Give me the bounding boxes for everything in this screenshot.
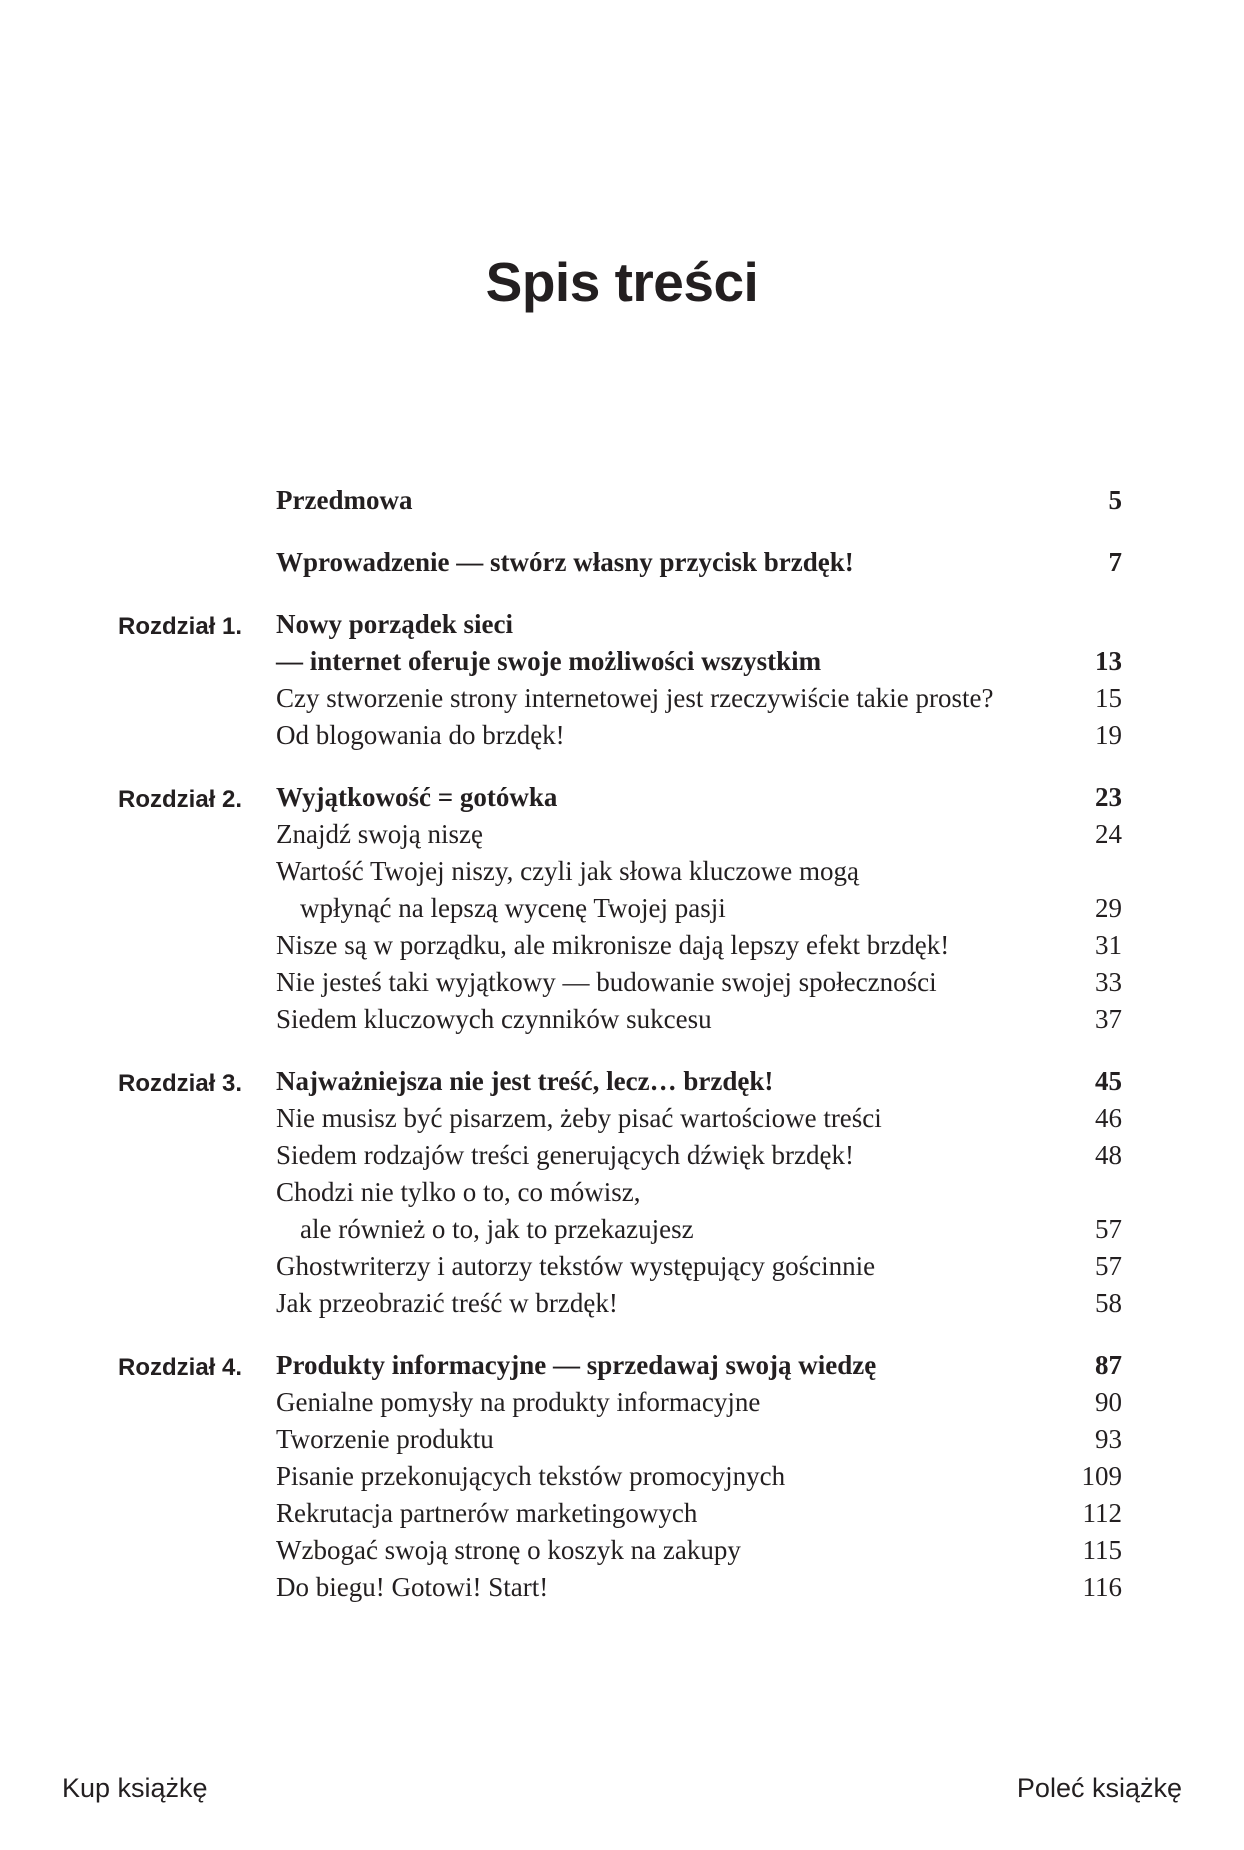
table-of-contents — [0, 482, 1244, 1606]
toc-page-number: 29 — [1095, 893, 1122, 923]
toc-entry — [276, 853, 1122, 927]
toc-entry — [276, 816, 1122, 853]
toc-entry-text: Rekrutacja partnerów marketingowych — [276, 1498, 698, 1528]
toc-entry — [276, 927, 1122, 964]
toc-chapter-title — [276, 606, 1122, 680]
toc-page-number: 37 — [1095, 1004, 1122, 1034]
toc-page-number: 46 — [1095, 1103, 1122, 1133]
toc-entry-text: Tworzenie produktu — [276, 1424, 494, 1454]
toc-entry-text: Siedem rodzajów treści generujących dźwięk brzdęk! — [276, 1140, 854, 1170]
toc-entry-text: Genialne pomysły na produkty informacyjne — [276, 1387, 761, 1417]
toc-page-number: 13 — [1095, 646, 1122, 676]
toc-entry — [276, 1532, 1122, 1569]
toc-chapter-title — [276, 779, 1122, 816]
toc-page-number: 23 — [1095, 782, 1122, 812]
toc-page-number: 19 — [1095, 720, 1122, 750]
toc-entry-text: Czy stworzenie strony internetowej jest rzeczywiście takie proste? — [276, 683, 994, 713]
toc-entry-text: Pisanie przekonujących tekstów promocyjnych — [276, 1461, 786, 1491]
toc-section — [0, 1347, 1244, 1606]
toc-entry — [276, 680, 1122, 717]
toc-entry — [276, 1421, 1122, 1458]
toc-entry — [276, 1100, 1122, 1137]
chapter-label: Rozdział 1. — [118, 613, 243, 640]
toc-chapter-title — [276, 544, 1122, 581]
toc-chapter-title — [276, 1347, 1122, 1384]
toc-chapter-title — [276, 482, 1122, 519]
toc-page-number: 24 — [1095, 819, 1122, 849]
toc-page-number: 87 — [1095, 1350, 1122, 1380]
toc-page-number: 115 — [1082, 1535, 1122, 1565]
toc-page-number: 15 — [1095, 683, 1122, 713]
toc-page-number: 58 — [1095, 1288, 1122, 1318]
toc-entry-text: — internet oferuje swoje możliwości wszystkim — [276, 646, 822, 676]
toc-page-number: 112 — [1082, 1498, 1122, 1528]
toc-entry-text: ale również o to, jak to przekazujesz — [300, 1214, 694, 1244]
toc-entry-text: Nisze są w porządku, ale mikronisze dają lepszy efekt brzdęk! — [276, 930, 950, 960]
toc-entry-text: Nie jesteś taki wyjątkowy — budowanie swojej społeczności — [276, 967, 937, 997]
toc-page-number: 109 — [1081, 1461, 1122, 1491]
chapter-label: Rozdział 2. — [118, 786, 243, 813]
toc-page-number: 31 — [1095, 930, 1122, 960]
toc-page-number: 116 — [1082, 1572, 1122, 1602]
toc-page-number: 5 — [1108, 485, 1122, 515]
toc-entry — [276, 1569, 1122, 1606]
toc-entry-text: Nie musisz być pisarzem, żeby pisać wartościowe treści — [276, 1103, 882, 1133]
toc-entry — [276, 1495, 1122, 1532]
toc-entry-text: Znajdź swoją niszę — [276, 819, 483, 849]
toc-entry — [276, 717, 1122, 754]
buy-book-link[interactable]: Kup książkę — [62, 1773, 208, 1803]
toc-entry-text: Wprowadzenie — stwórz własny przycisk brzdęk! — [276, 547, 854, 577]
toc-section — [0, 606, 1244, 754]
toc-entry-text: Siedem kluczowych czynników sukcesu — [276, 1004, 712, 1034]
toc-page-number: 48 — [1095, 1140, 1122, 1170]
toc-entry-text: Jak przeobrazić treść w brzdęk! — [276, 1288, 618, 1318]
toc-entry — [276, 1137, 1122, 1174]
toc-entry-text: Wyjątkowość = gotówka — [276, 782, 558, 812]
toc-page-number: 7 — [1108, 547, 1122, 577]
toc-entry-text: Od blogowania do brzdęk! — [276, 720, 565, 750]
toc-chapter-title — [276, 1063, 1122, 1100]
toc-page-number: 45 — [1095, 1066, 1122, 1096]
toc-section — [0, 544, 1244, 581]
toc-entry — [276, 1174, 1122, 1248]
toc-section — [0, 779, 1244, 1038]
toc-entry-text: Najważniejsza nie jest treść, lecz… brzdęk! — [276, 1066, 774, 1096]
chapter-label: Rozdział 4. — [118, 1354, 243, 1381]
toc-entry — [276, 1001, 1122, 1038]
toc-page-number: 57 — [1095, 1251, 1122, 1281]
chapter-label: Rozdział 3. — [118, 1070, 243, 1097]
toc-entry — [276, 964, 1122, 1001]
toc-section — [0, 1063, 1244, 1322]
toc-entry-text: Produkty informacyjne — sprzedawaj swoją wiedzę — [276, 1350, 877, 1380]
toc-page-number: 57 — [1095, 1214, 1122, 1244]
toc-page-number: 33 — [1095, 967, 1122, 997]
toc-section — [0, 482, 1244, 519]
toc-entry-text: Nowy porządek sieci — [276, 609, 513, 639]
toc-entry-text: Wzbogać swoją stronę o koszyk na zakupy — [276, 1535, 741, 1565]
toc-entry-text: Przedmowa — [276, 485, 413, 515]
toc-entry — [276, 1248, 1122, 1285]
toc-entry-text: Do biegu! Gotowi! Start! — [276, 1572, 549, 1602]
toc-page-number: 93 — [1095, 1424, 1122, 1454]
toc-entry-text: Ghostwriterzy i autorzy tekstów występujący gościnnie — [276, 1251, 876, 1281]
toc-page-number: 90 — [1095, 1387, 1122, 1417]
recommend-book-link[interactable]: Poleć książkę — [1016, 1773, 1182, 1803]
toc-entry-text: Chodzi nie tylko o to, co mówisz, — [276, 1177, 641, 1207]
page-title: Spis treści — [485, 250, 759, 313]
toc-entry — [276, 1285, 1122, 1322]
toc-entry-text: Wartość Twojej niszy, czyli jak słowa kluczowe mogą — [276, 856, 860, 886]
toc-entry-text: wpłynąć na lepszą wycenę Twojej pasji — [300, 893, 726, 923]
toc-entry — [276, 1384, 1122, 1421]
toc-entry — [276, 1458, 1122, 1495]
